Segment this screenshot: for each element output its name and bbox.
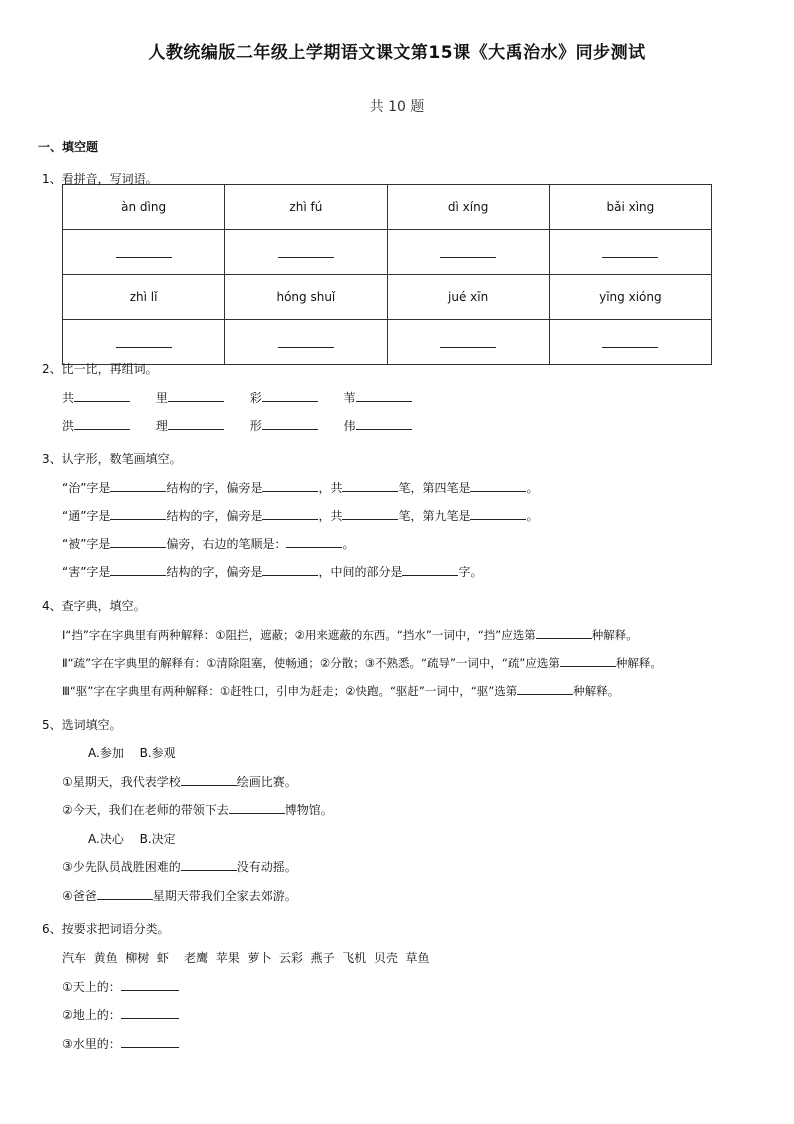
answer-blank[interactable] — [181, 858, 237, 871]
answer-blank[interactable] — [286, 535, 342, 548]
text: 。 — [342, 537, 355, 551]
answer-blank[interactable] — [181, 773, 237, 786]
question-count: 共 10 题 — [369, 99, 425, 115]
answer-blank[interactable] — [440, 333, 496, 348]
text: ③少先队员战胜困难的 — [62, 860, 181, 874]
text: “害”字是 — [62, 565, 111, 579]
answer-blank[interactable] — [536, 626, 592, 639]
char: 伟 — [343, 419, 356, 433]
answer-blank[interactable] — [229, 801, 285, 814]
pinyin-cell: zhì lǐ — [63, 275, 225, 320]
text: Ⅲ“驱”字在字典里有两种解释：①赶牲口，引申为赶走；②快跑。“驱赶”一词中，“驱”选第 — [62, 684, 518, 698]
answer-blank[interactable] — [262, 507, 318, 520]
pinyin-cell: dì xíng — [387, 185, 549, 230]
question-3-prompt: 3、认字形，数笔画填空。 — [42, 452, 182, 466]
page-title: 人教统编版二年级上学期语文课文第15课《大禹治水》同步测试 — [148, 43, 646, 63]
text: 星期天带我们全家去郊游。 — [152, 889, 297, 903]
char: 苇 — [343, 391, 356, 405]
text: 结构的字，偏旁是 — [166, 565, 263, 579]
category-label: ③水里的： — [62, 1037, 121, 1051]
text: “被”字是 — [62, 537, 111, 551]
text: 笔，第九笔是 — [398, 509, 471, 523]
answer-blank[interactable] — [440, 243, 496, 258]
char: 彩 — [249, 391, 262, 405]
section-heading: 一、填空题 — [38, 140, 99, 154]
text: ，共 — [318, 509, 343, 523]
text: ②今天，我们在老师的带领下去 — [62, 803, 229, 817]
fill-line — [62, 563, 482, 580]
answer-row — [63, 230, 712, 275]
answer-blank[interactable] — [262, 389, 318, 402]
text: 笔，第四笔是 — [398, 481, 471, 495]
answer-blank[interactable] — [121, 978, 179, 991]
fill-line — [62, 887, 297, 904]
answer-blank[interactable] — [110, 535, 166, 548]
fill-line — [62, 682, 619, 699]
text: 。 — [526, 509, 539, 523]
question-6-prompt: 6、按要求把词语分类。 — [42, 922, 170, 936]
answer-blank[interactable] — [602, 333, 658, 348]
answer-cell[interactable] — [549, 320, 711, 365]
answer-blank[interactable] — [116, 333, 172, 348]
text: 字。 — [458, 565, 483, 579]
fill-line — [62, 801, 333, 818]
answer-blank[interactable] — [116, 243, 172, 258]
answer-blank[interactable] — [356, 389, 412, 402]
char: 形 — [249, 419, 262, 433]
pinyin-row — [63, 185, 712, 230]
question-5-prompt: 5、选词填空。 — [42, 718, 122, 732]
text: Ⅱ“疏”字在字典里的解释有：①清除阻塞，使畅通；②分散；③不熟悉。“疏导”一词中，“疏”应选第 — [62, 656, 560, 670]
answer-blank[interactable] — [110, 507, 166, 520]
text: ，共 — [318, 481, 343, 495]
text: 种解释。 — [615, 656, 662, 670]
pinyin-cell: zhì fú — [225, 185, 387, 230]
text: 绘画比赛。 — [236, 775, 297, 789]
text: 。 — [526, 481, 539, 495]
answer-blank[interactable] — [168, 389, 224, 402]
text: 结构的字，偏旁是 — [166, 481, 263, 495]
answer-blank[interactable] — [74, 389, 130, 402]
answer-row — [63, 320, 712, 365]
question-2-prompt: 2、比一比，再组词。 — [42, 362, 158, 376]
fill-line — [62, 1035, 179, 1052]
text: Ⅰ“挡”字在字典里有两种解释：①阻拦，遮蔽；②用来遮蔽的东西。“挡水”一词中，“挡”应选第 — [62, 628, 536, 642]
answer-blank[interactable] — [356, 417, 412, 430]
answer-cell[interactable] — [63, 230, 225, 275]
fill-line — [62, 978, 179, 995]
text: 博物馆。 — [284, 803, 333, 817]
text: “治”字是 — [62, 481, 111, 495]
char: 洪 — [62, 419, 75, 433]
compare-row — [62, 389, 412, 406]
text: 没有动摇。 — [236, 860, 297, 874]
pinyin-row — [63, 275, 712, 320]
fill-line — [62, 654, 662, 671]
fill-line — [62, 858, 297, 875]
answer-cell[interactable] — [63, 320, 225, 365]
answer-blank[interactable] — [342, 479, 398, 492]
text: 偏旁，右边的笔顺是： — [166, 537, 287, 551]
answer-blank[interactable] — [602, 243, 658, 258]
fill-line — [62, 479, 539, 496]
answer-blank[interactable] — [278, 243, 334, 258]
answer-blank[interactable] — [262, 479, 318, 492]
answer-blank[interactable] — [470, 479, 526, 492]
pinyin-cell: hóng shuǐ — [225, 275, 387, 320]
answer-cell[interactable] — [225, 230, 387, 275]
text: ，中间的部分是 — [318, 565, 403, 579]
question-1-prompt: 1、看拼音，写词语。 — [42, 172, 158, 186]
fill-line — [62, 535, 354, 552]
pinyin-cell: jué xīn — [387, 275, 549, 320]
answer-blank[interactable] — [74, 417, 130, 430]
compare-row — [62, 417, 412, 434]
answer-blank[interactable] — [278, 333, 334, 348]
word-options: A.参加 B.参观 — [88, 746, 176, 760]
answer-blank[interactable] — [262, 417, 318, 430]
word-list: 汽车 黄鱼 柳树 虾 老鹰 苹果 萝卜 云彩 燕子 飞机 贝壳 草鱼 — [62, 951, 430, 965]
text: 种解释。 — [573, 684, 620, 698]
char: 里 — [155, 391, 168, 405]
answer-blank[interactable] — [121, 1035, 179, 1048]
text: ④爸爸 — [62, 889, 97, 903]
char: 理 — [155, 419, 168, 433]
answer-blank[interactable] — [168, 417, 224, 430]
answer-blank[interactable] — [517, 682, 573, 695]
pinyin-table — [62, 184, 712, 365]
answer-blank[interactable] — [560, 654, 616, 667]
answer-blank[interactable] — [262, 563, 318, 576]
word-options: A.决心 B.决定 — [88, 832, 176, 846]
pinyin-cell: àn dìng — [63, 185, 225, 230]
fill-line — [62, 1006, 179, 1023]
answer-blank[interactable] — [121, 1006, 179, 1019]
fill-line — [62, 507, 539, 524]
answer-blank[interactable] — [342, 507, 398, 520]
answer-blank[interactable] — [110, 563, 166, 576]
pinyin-cell: yīng xióng — [549, 275, 711, 320]
text: ①星期天，我代表学校 — [62, 775, 181, 789]
pinyin-cell: bǎi xìng — [549, 185, 711, 230]
answer-blank[interactable] — [97, 887, 153, 900]
answer-blank[interactable] — [110, 479, 166, 492]
answer-cell[interactable] — [387, 320, 549, 365]
fill-line — [62, 773, 297, 790]
answer-cell[interactable] — [549, 230, 711, 275]
answer-cell[interactable] — [225, 320, 387, 365]
fill-line — [62, 626, 638, 643]
answer-blank[interactable] — [470, 507, 526, 520]
category-label: ②地上的： — [62, 1008, 121, 1022]
char: 共 — [62, 391, 75, 405]
answer-cell[interactable] — [387, 230, 549, 275]
category-label: ①天上的： — [62, 980, 121, 994]
text: “通”字是 — [62, 509, 111, 523]
text: 结构的字，偏旁是 — [166, 509, 263, 523]
question-4-prompt: 4、查字典，填空。 — [42, 599, 146, 613]
text: 种解释。 — [591, 628, 638, 642]
answer-blank[interactable] — [402, 563, 458, 576]
